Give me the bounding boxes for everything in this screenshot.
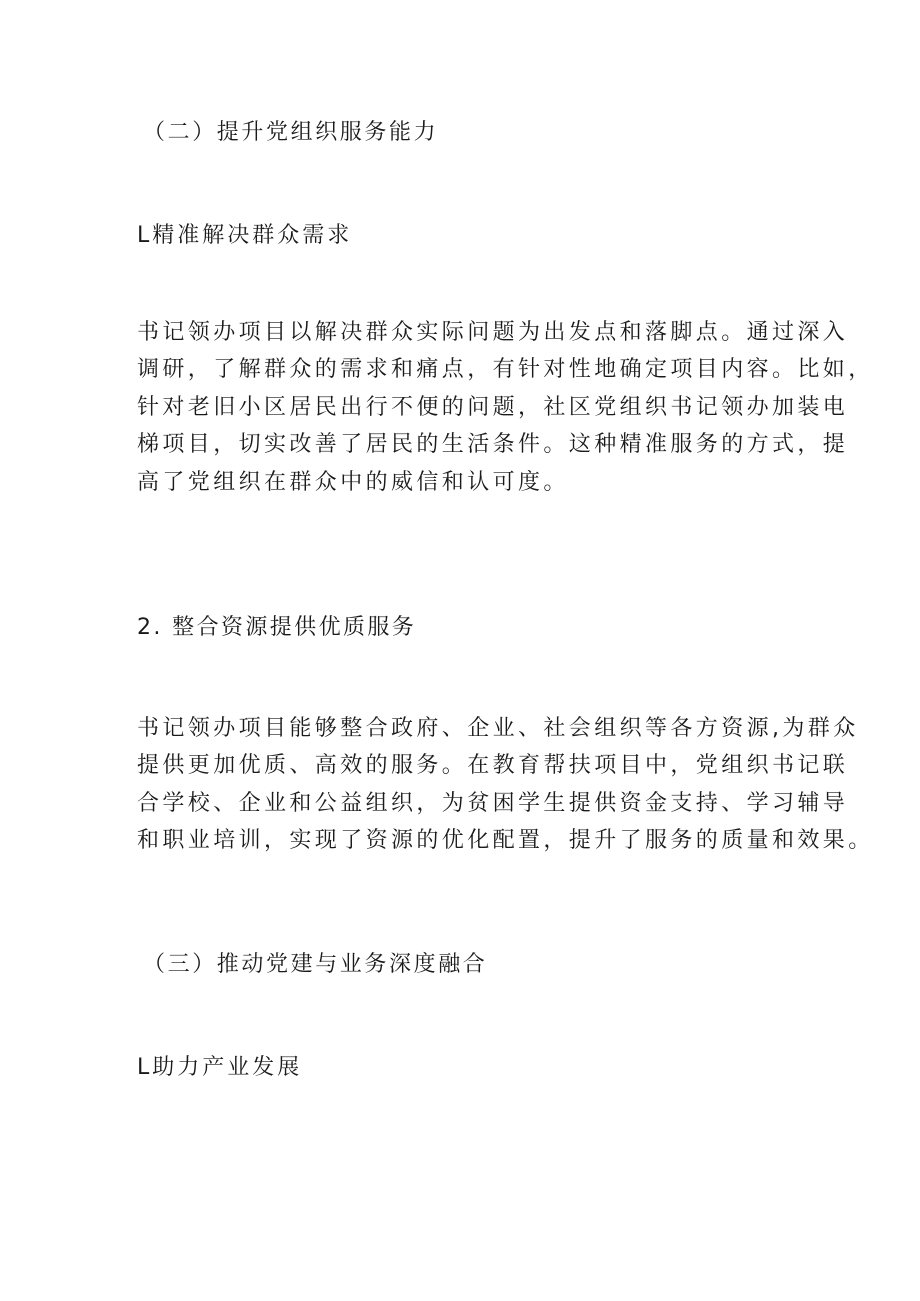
- paragraph-1-line: 针对老旧小区居民出行不便的问题，社区党组织书记领办加装电: [137, 394, 849, 420]
- paragraph-1-line: 调研，了解群众的需求和痛点，有针对性地确定项目内容。比如，: [137, 357, 874, 383]
- paragraph-1-line: 梯项目，切实改善了居民的生活条件。这种精准服务的方式，提: [137, 432, 849, 458]
- subheading-2: 2. 整合资源提供优质服务: [137, 615, 417, 640]
- section-heading-2: （二）提升党组织服务能力: [143, 120, 439, 145]
- paragraph-2-line: 合学校、企业和公益组织，为贫困学生提供资金支持、学习辅导: [137, 790, 849, 816]
- subheading-3: L助力产业发展: [137, 1055, 303, 1080]
- paragraph-2-line: 提供更加优质、高效的服务。在教育帮扶项目中，党组织书记联: [137, 753, 849, 779]
- section-heading-3: （三）推动党建与业务深度融合: [143, 952, 488, 977]
- paragraph-2: [137, 710, 874, 860]
- paragraph-1-line: 高了党组织在群众中的威信和认可度。: [137, 469, 569, 495]
- paragraph-2-line: 书记领办项目能够整合政府、企业、社会组织等各方资源,为群众: [137, 716, 859, 741]
- paragraph-1-line: 书记领办项目以解决群众实际问题为出发点和落脚点。通过深入: [137, 320, 849, 345]
- subheading-1: L精准解决群众需求: [137, 223, 353, 248]
- paragraph-2-line: 和职业培训，实现了资源的优化配置，提升了服务的质量和效果。: [137, 828, 874, 854]
- paragraph-1: [137, 314, 874, 501]
